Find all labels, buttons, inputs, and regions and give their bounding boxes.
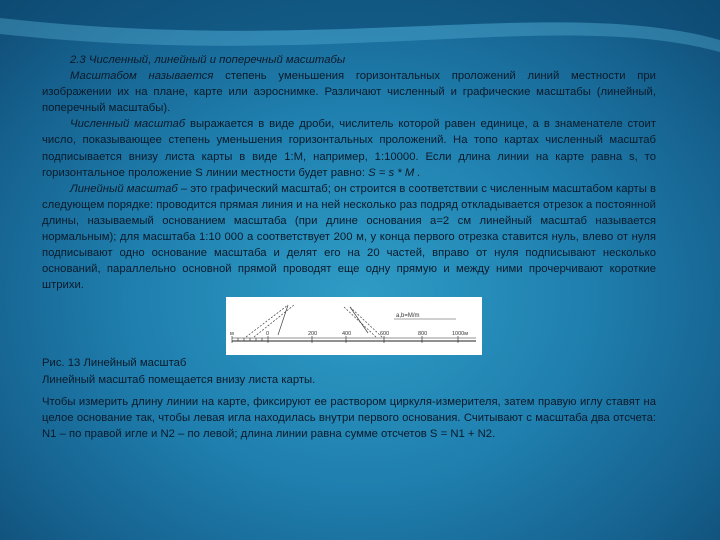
paragraph-placement: Линейный масштаб помещается внизу листа карты. (42, 373, 316, 386)
figure-linear-scale (226, 297, 482, 355)
paragraph-definition (42, 68, 656, 116)
section-title: 2.3 Численный, линейный и поперечный масштабы (70, 54, 346, 66)
paragraph-definition-text: степень уменьшения горизонтальных проложений линий местности при изображении их на плане, карте или аэроснимке. Различают численный и графические масштабы (линейный, поперечный масштабы). (42, 70, 656, 115)
label-1000: 1000м (452, 331, 469, 338)
term-numeric-scale: Численный масштаб (70, 118, 186, 131)
label-0: 0 (266, 331, 270, 338)
term-linear-scale: Линейный масштаб (70, 182, 178, 195)
label-600: 600 (380, 331, 390, 338)
label-800: 800 (418, 331, 428, 338)
figure-caption: Рис. 13 Линейный масштаб (42, 357, 187, 370)
paragraph-linear-scale (42, 181, 656, 294)
paragraph-numeric-scale-text: выражается в виде дроби, числитель которой равен единице, а в знаменателе стоит число, показывающее степень уменьшения горизонтальных проложений. На топо картах численный масштаб подписывается внизу листа карты в виде 1:М, например, 1:10000. Если длина линии на карте равна s, то горизонтальное проложение S линии местности будет равно: (42, 118, 656, 179)
label-400: 400 (342, 331, 352, 338)
paragraph-linear-scale-text: – это графический масштаб; он строится в соответствии с численным масштабом карты в следующем порядке: проводится прямая линия и на ней несколько раз подряд откладывается отрезок а постоянной длины, называемый основанием масштаба (при длине основания а=2 см линейный масштаб называется нормальным); для масштаба 1:10 000 а соответствует 200 м, у конца первого отрезка ставится нуль, влево от нуля подписывают одно основание масштаба и делят его на 20 частей, вправо от нуля подписывают несколько оснований, параллельно основной прямой проводят еще одну прямую и между ними прочерчивают короткие штрихи. (42, 182, 657, 292)
linear-scale-drawing (226, 297, 482, 355)
figure-note: a,b=M/m (396, 313, 420, 320)
term-scale: Масштабом называется (70, 70, 214, 83)
label-200: 200 (308, 331, 318, 338)
formula-s: S = s * M . (364, 166, 421, 179)
label-m: м (230, 331, 234, 338)
paragraph-numeric-scale (42, 116, 656, 180)
paragraph-measurement: Чтобы измерить длину линии на карте, фиксируют ее раствором циркуля-измерителя, затем правую иглу ставят на целое основание так, чтобы левая игла находилась внутри первого основания. Считывают с масштаба два отсчета: N1 – по правой игле и N2 – по левой; длина линии равна сумме отсчетов S = N1 + N2. (42, 395, 656, 440)
document-body (42, 52, 656, 442)
